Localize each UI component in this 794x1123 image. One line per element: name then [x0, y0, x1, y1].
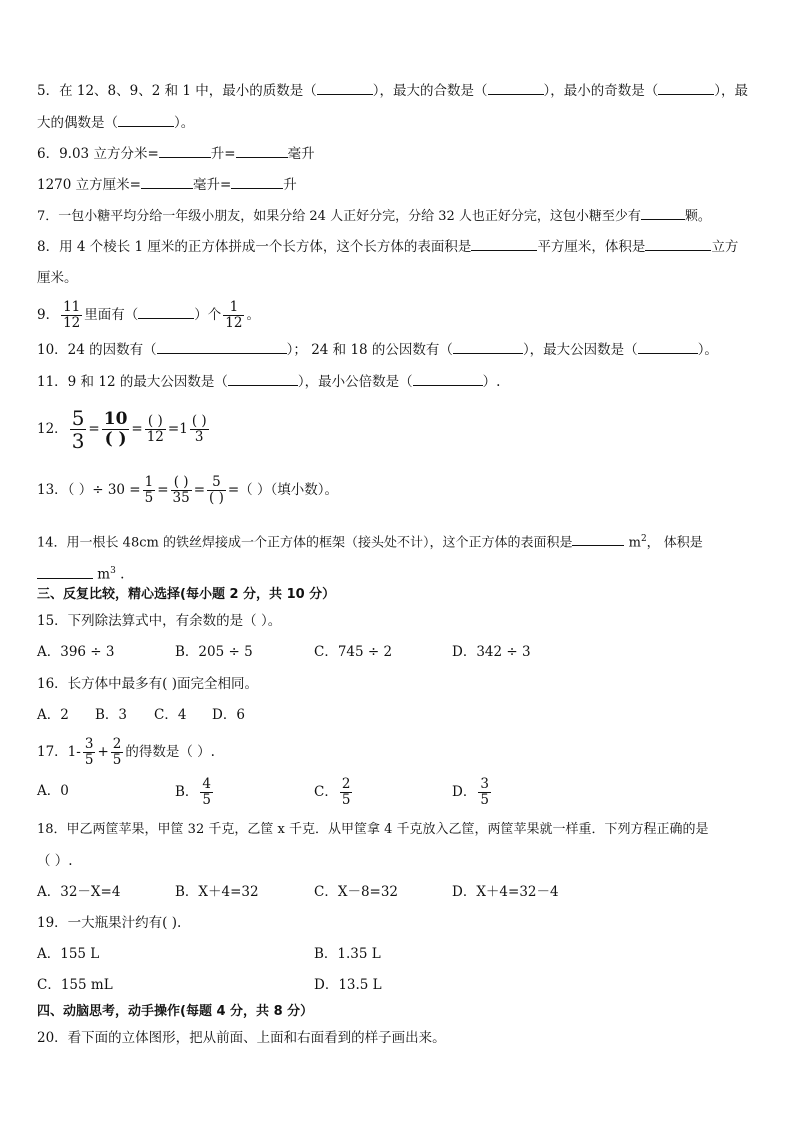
question-14-line-2: $m^3$ .: [37, 561, 124, 585]
answer-blank[interactable]: [157, 340, 287, 354]
fraction: $\frac{1}{12}$: [225, 299, 243, 331]
option-d[interactable]: D．342 ÷ 3: [452, 644, 531, 660]
fraction: $\frac{( )}{12}$: [146, 413, 164, 445]
option-d[interactable]: D．13.5 L: [314, 977, 382, 993]
option-a[interactable]: A．396 ÷ 3: [37, 644, 115, 660]
option-c[interactable]: C．4: [154, 707, 187, 723]
answer-blank[interactable]: [641, 206, 685, 220]
answer-blank[interactable]: [645, 237, 711, 251]
question-17: 17．1- $\frac{3}{5}$ + $\frac{2}{5}$ 的得数是（ ）.: [37, 736, 215, 768]
section-3-heading: 三、反复比较，精心选择(每小题 2 分，共 10 分）: [37, 587, 336, 602]
option-c[interactable]: C．745 ÷ 2: [314, 644, 393, 660]
question-11: 11．9 和 12 的最大公因数是（ ），最小公倍数是（ ）.: [37, 374, 501, 390]
answer-blank[interactable]: [658, 81, 714, 95]
fraction: $\frac{2}{5}$: [341, 776, 351, 808]
fraction: $\frac{5}{3}$: [71, 406, 85, 453]
answer-blank[interactable]: [231, 175, 283, 189]
option-d[interactable]: D．X＋4=32－4: [452, 884, 559, 900]
fraction: $\frac{( )}{35}$: [172, 474, 190, 506]
answer-blank[interactable]: [413, 372, 483, 386]
option-a[interactable]: A．32－X=4: [37, 884, 121, 900]
answer-blank[interactable]: [228, 372, 298, 386]
question-5-line-1: 5．在 12、8、9、2 和 1 中，最小的质数是（ ），最大的合数是（ ），最小的奇数是（ ），最: [37, 83, 749, 99]
option-c[interactable]: C．155 mL: [37, 977, 113, 993]
fraction: $\frac{( )}{3}$: [191, 413, 207, 445]
fraction: $\frac{3}{5}$: [84, 736, 94, 768]
question-18-line-2: （ ）.: [37, 853, 73, 869]
answer-blank[interactable]: [138, 305, 194, 319]
option-b[interactable]: B．1.35 L: [314, 946, 381, 962]
option-c[interactable]: C． $\frac{2}{5}$: [314, 776, 351, 808]
question-5-line-2: 大的偶数是（ ）。: [37, 115, 195, 131]
answer-blank[interactable]: [638, 340, 698, 354]
fraction: $\frac{5}{( )}$: [209, 474, 224, 506]
question-6-line-1: 6．9.03 立方分米= 升= 毫升: [37, 146, 315, 162]
question-8-line-2: 厘米。: [37, 270, 78, 286]
question-13: 13．（ ）÷ 30 = $\frac{1}{5}$ = $\frac{( )}{35}$ = $\frac{5}{( )}$ =（ ）（填小数）。: [37, 474, 338, 506]
option-b[interactable]: B．X＋4=32: [175, 884, 259, 900]
answer-blank[interactable]: [118, 113, 174, 127]
fraction: $\frac{2}{5}$: [112, 736, 122, 768]
fraction: $\frac{11}{12}$: [63, 299, 81, 331]
answer-blank[interactable]: [488, 81, 544, 95]
question-20: 20．看下面的立体图形，把从前面、上面和右面看到的样子画出来。: [37, 1030, 446, 1046]
question-9: 9． $\frac{11}{12}$ 里面有（ ）个 $\frac{1}{12}$ 。: [37, 299, 260, 331]
option-b[interactable]: B．3: [95, 707, 128, 723]
fraction: $\frac{3}{5}$: [480, 776, 489, 808]
question-12: 12． $\frac{5}{3}$ = $\frac{10}{( )}$ = $\frac{( )}{12}$ =1 $\frac{( )}{3}$: [37, 406, 207, 453]
option-b[interactable]: B． $\frac{4}{5}$: [175, 776, 212, 808]
question-7: 7．一包小糖平均分给一年级小朋友，如果分给 24 人正好分完，分给 32 人也正好分完，这包小糖至少有 颗。: [37, 206, 711, 227]
option-a[interactable]: A．0: [37, 783, 69, 799]
fraction: $\frac{1}{5}$: [144, 474, 154, 506]
question-15: 15．下列除法算式中，有余数的是（ ）。: [37, 613, 282, 629]
question-8-line-1: 8．用 4 个棱长 1 厘米的正方体拼成一个长方体，这个长方体的表面积是 平方厘米，体积是 立方: [37, 239, 739, 255]
answer-blank[interactable]: [317, 81, 373, 95]
fraction: $\frac{10}{( )}$: [103, 409, 128, 449]
answer-blank[interactable]: [236, 144, 288, 158]
option-b[interactable]: B．205 ÷ 5: [175, 644, 253, 660]
question-14-line-1: 14．用一根长 48cm 的铁丝焊接成一个正方体的框架（接头处不计），这个正方体的表面积是 $m^2$， 体积是: [37, 534, 703, 551]
answer-blank[interactable]: [37, 565, 93, 579]
option-c[interactable]: C．X－8=32: [314, 884, 399, 900]
question-18-line-1: 18．甲乙两筐苹果，甲筐 32 千克，乙筐 x 千克．从甲筐拿 4 千克放入乙筐，两筐苹果就一样重．下列方程正确的是: [37, 822, 709, 837]
answer-blank[interactable]: [453, 340, 523, 354]
question-16: 16．长方体中最多有( )面完全相同。: [37, 676, 259, 692]
section-4-heading: 四、动脑思考，动手操作(每题 4 分，共 8 分）: [37, 1004, 314, 1019]
option-a[interactable]: A．2: [37, 707, 69, 723]
answer-blank[interactable]: [159, 144, 211, 158]
fraction: $\frac{4}{5}$: [202, 776, 212, 808]
answer-blank[interactable]: [471, 237, 537, 251]
question-6-line-2: 1270 立方厘米= 毫升= 升: [37, 177, 297, 193]
option-d[interactable]: D． $\frac{3}{5}$: [452, 776, 489, 808]
answer-blank[interactable]: [141, 175, 193, 189]
question-10: 10．24 的因数有（ ）； 24 和 18 的公因数有（ ），最大公因数是（ ）。: [37, 342, 718, 358]
option-a[interactable]: A．155 L: [37, 946, 100, 962]
option-d[interactable]: D．6: [212, 707, 245, 723]
question-19: 19．一大瓶果汁约有( ).: [37, 915, 182, 931]
answer-blank[interactable]: [572, 532, 624, 546]
